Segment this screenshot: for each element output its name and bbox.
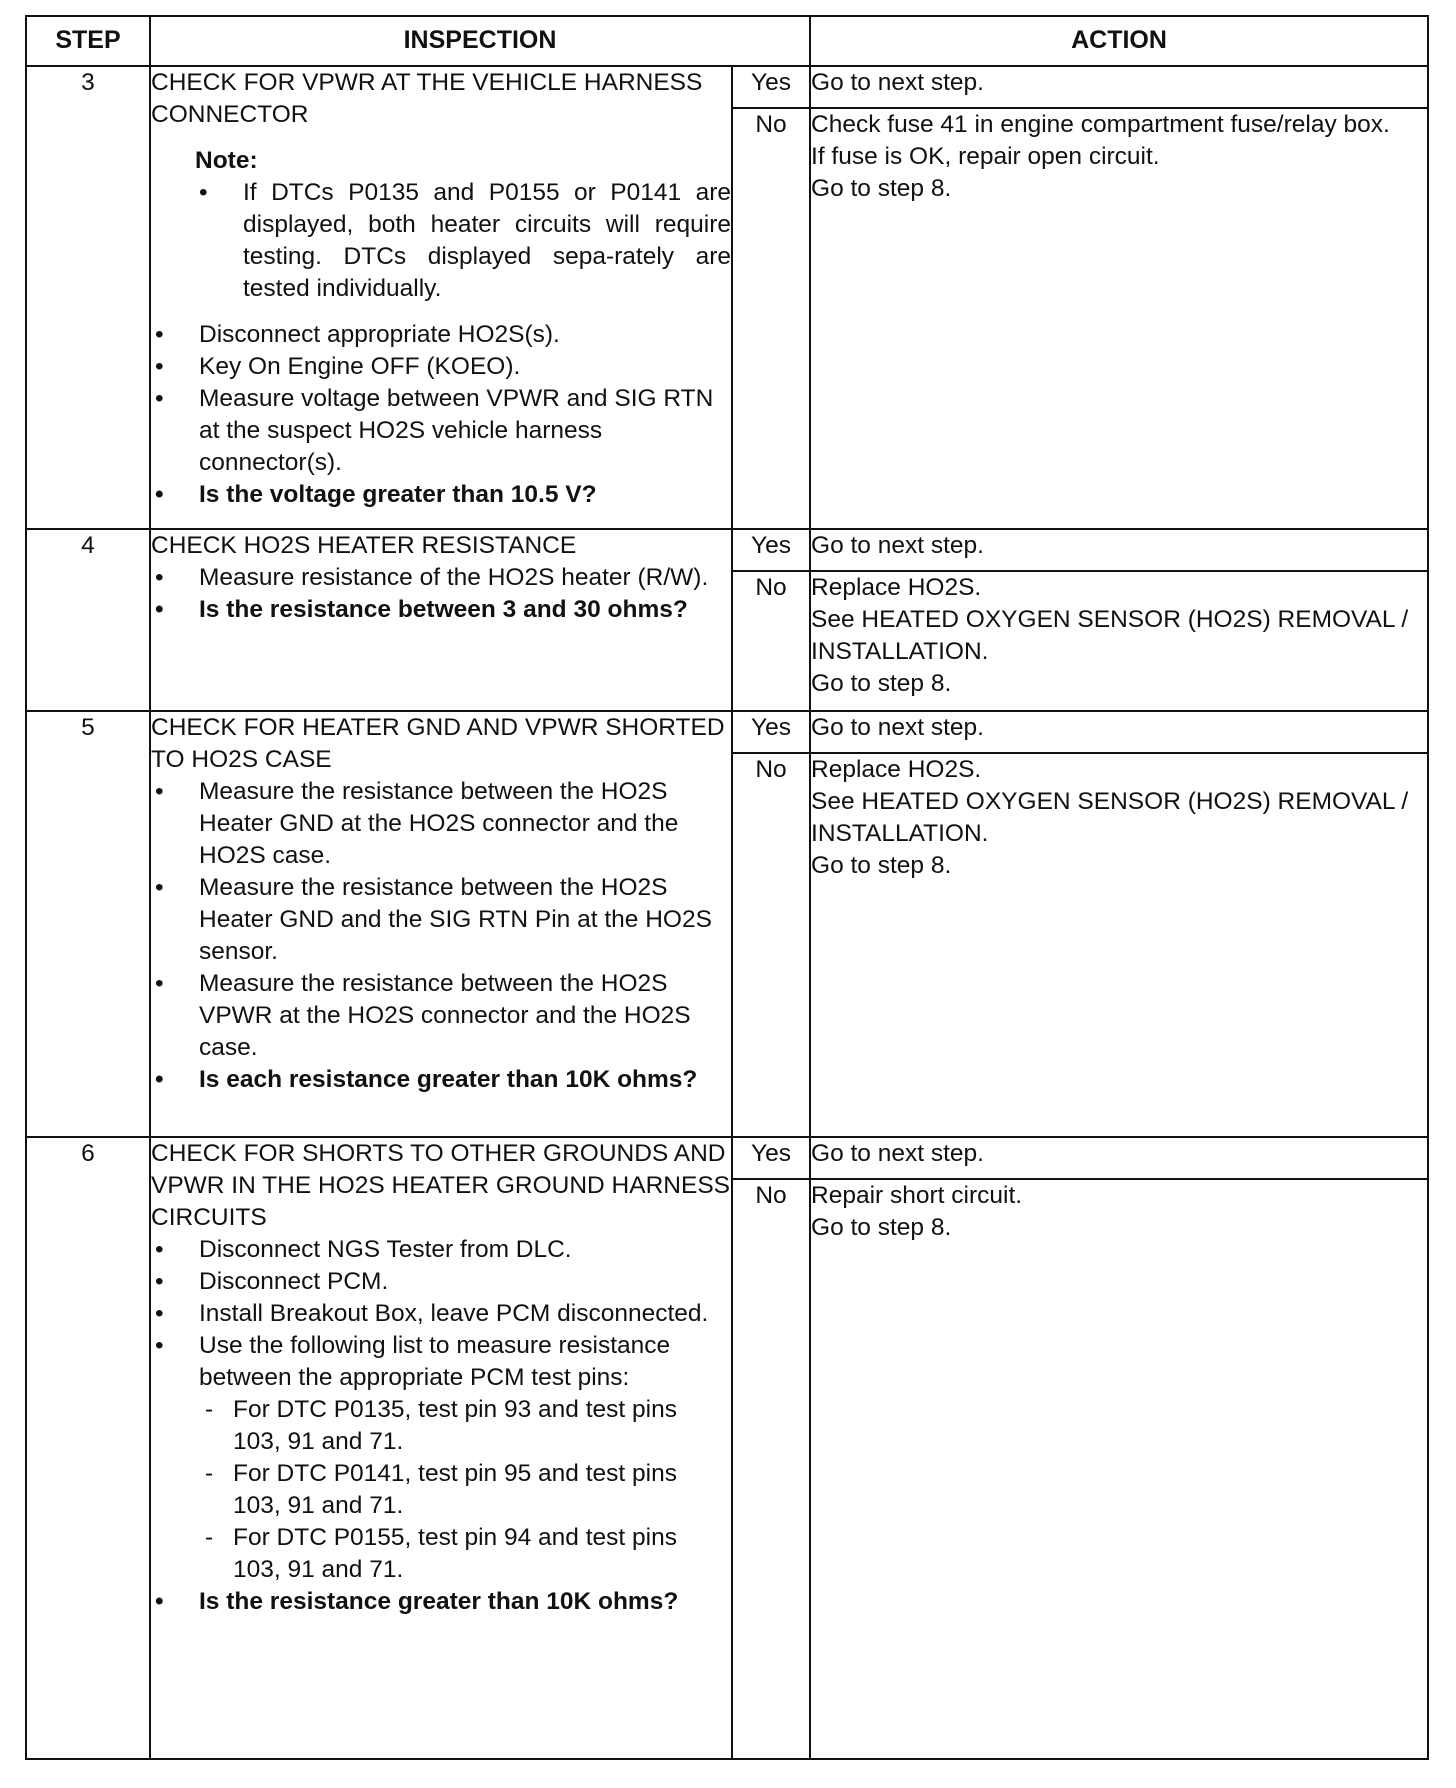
bullet-item: • Disconnect NGS Tester from DLC. [151, 1234, 731, 1266]
question-item: • Is the resistance between 3 and 30 ohms? [151, 594, 731, 626]
step-number: 5 [26, 711, 150, 1137]
action-line: Check fuse 41 in engine compartment fuse/relay box. [811, 111, 1390, 138]
action-line: Go to step 8. [811, 1214, 952, 1241]
bullet-list [151, 319, 731, 511]
yes-label: Yes [732, 1137, 810, 1179]
inspection-cell [150, 711, 732, 1137]
no-label: No [732, 1179, 810, 1759]
no-label: No [732, 753, 810, 1137]
step-number: 6 [26, 1137, 150, 1759]
question-item: • Is the voltage greater than 10.5 V? [151, 479, 731, 511]
bullet-item [151, 1330, 731, 1586]
dash-list [199, 1394, 731, 1586]
step-number: 4 [26, 529, 150, 711]
yes-action: Go to next step. [810, 711, 1428, 753]
bullet-list [151, 1234, 731, 1618]
action-line: See HEATED OXYGEN SENSOR (HO2S) REMOVAL / INSTALLATION. [811, 788, 1409, 847]
inspection-title: CHECK FOR SHORTS TO OTHER GROUNDS AND VPWR IN THE HO2S HEATER GROUND HARNESS CIRCUITS [151, 1140, 731, 1231]
no-label: No [732, 108, 810, 529]
yes-action: Go to next step. [810, 1137, 1428, 1179]
yes-label: Yes [732, 66, 810, 108]
inspection-title: CHECK HO2S HEATER RESISTANCE [151, 532, 577, 559]
yes-action: Go to next step. [810, 529, 1428, 571]
header-step: STEP [26, 16, 150, 66]
yes-label: Yes [732, 711, 810, 753]
yes-label: Yes [732, 529, 810, 571]
note-item: • If DTCs P0135 and P0155 or P0141 are displayed, both heater circuits will require testing. DTCs displayed sepa-rately are tested individually. [195, 177, 731, 305]
step-number: 3 [26, 66, 150, 529]
no-action [810, 108, 1428, 529]
step-4-yes-row [26, 529, 1428, 571]
no-action [810, 1179, 1428, 1759]
step-5-yes-row [26, 711, 1428, 753]
inspection-title: CHECK FOR HEATER GND AND VPWR SHORTED TO HO2S CASE [151, 714, 725, 773]
action-line: See HEATED OXYGEN SENSOR (HO2S) REMOVAL / INSTALLATION. [811, 606, 1409, 665]
bullet-item: • Measure the resistance between the HO2S VPWR at the HO2S connector and the HO2S case. [151, 968, 731, 1064]
diagnostic-table [25, 15, 1429, 1760]
action-line: Go to step 8. [811, 852, 952, 879]
note-block [195, 145, 731, 305]
action-line: Replace HO2S. [811, 756, 982, 783]
action-line: Go to step 8. [811, 670, 952, 697]
step-3-yes-row [26, 66, 1428, 108]
note-list [195, 177, 731, 305]
header-row [26, 16, 1428, 66]
bullet-item: • Disconnect PCM. [151, 1266, 731, 1298]
bullet-item: • Install Breakout Box, leave PCM disconnected. [151, 1298, 731, 1330]
yes-action: Go to next step. [810, 66, 1428, 108]
note-label: Note: [195, 147, 258, 174]
step-6-yes-row [26, 1137, 1428, 1179]
dash-item: - For DTC P0155, test pin 94 and test pins 103, 91 and 71. [199, 1522, 731, 1586]
action-line: Go to step 8. [811, 175, 952, 202]
action-line: Repair short circuit. [811, 1182, 1023, 1209]
bullet-item: • Measure resistance of the HO2S heater (R/W). [151, 562, 731, 594]
bullet-item: • Measure voltage between VPWR and SIG RTN at the suspect HO2S vehicle harness connector(s). [151, 383, 731, 479]
dash-item: - For DTC P0135, test pin 93 and test pins 103, 91 and 71. [199, 1394, 731, 1458]
bullet-item: • Disconnect appropriate HO2S(s). [151, 319, 731, 351]
inspection-cell [150, 529, 732, 711]
dash-item: - For DTC P0141, test pin 95 and test pins 103, 91 and 71. [199, 1458, 731, 1522]
action-line: If fuse is OK, repair open circuit. [811, 143, 1160, 170]
bullet-list [151, 562, 731, 626]
action-line: Replace HO2S. [811, 574, 982, 601]
no-action [810, 571, 1428, 711]
question-item: • Is the resistance greater than 10K ohms? [151, 1586, 731, 1618]
bullet-item: • Measure the resistance between the HO2S Heater GND and the SIG RTN Pin at the HO2S sensor. [151, 872, 731, 968]
no-label: No [732, 571, 810, 711]
inspection-cell [150, 66, 732, 529]
bullet-list [151, 776, 731, 1096]
question-item: • Is each resistance greater than 10K ohms? [151, 1064, 731, 1096]
header-action: ACTION [810, 16, 1428, 66]
bullet-text: Use the following list to measure resistance between the appropriate PCM test pins: [199, 1332, 671, 1391]
bullet-item: • Key On Engine OFF (KOEO). [151, 351, 731, 383]
no-action [810, 753, 1428, 1137]
bullet-item: • Measure the resistance between the HO2S Heater GND at the HO2S connector and the HO2S case. [151, 776, 731, 872]
inspection-cell [150, 1137, 732, 1759]
inspection-title: CHECK FOR VPWR AT THE VEHICLE HARNESS CONNECTOR [151, 69, 703, 128]
header-inspection: INSPECTION [150, 16, 810, 66]
